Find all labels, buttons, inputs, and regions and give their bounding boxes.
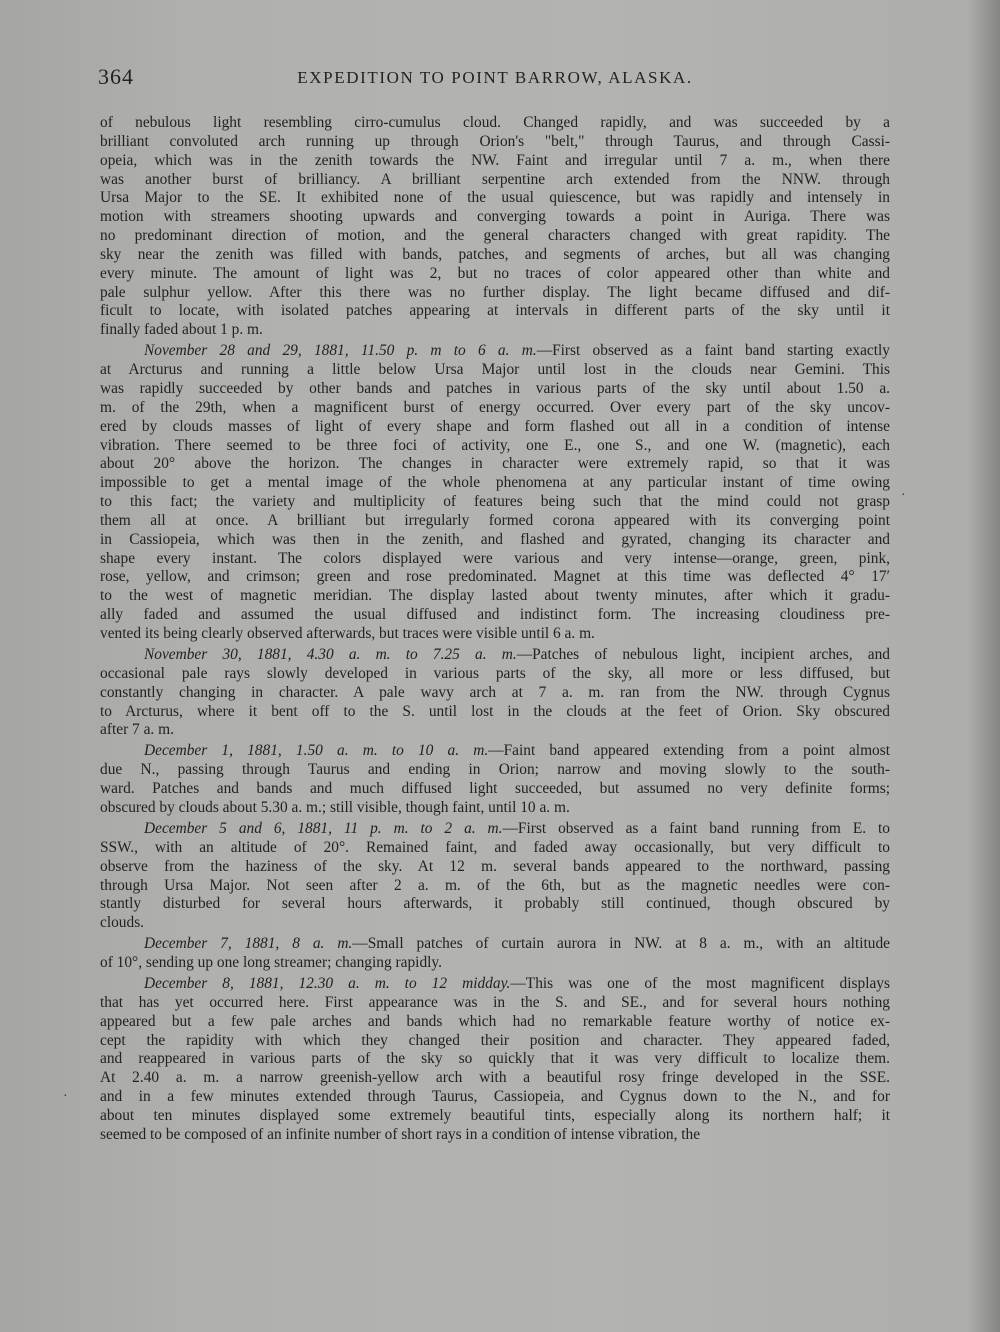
line-text: pale sulphur yellow. After this there was no further display. The light became diffused and dif- — [100, 283, 890, 301]
line-text: and in a few minutes extended through Taurus, Cassiopeia, and Cygnus down to the N., and for — [100, 1088, 890, 1106]
line-text: —First observed as a faint band starting exactly — [536, 342, 890, 360]
text-line — [100, 877, 890, 896]
text-line — [100, 114, 890, 133]
text-line — [100, 858, 890, 877]
line-text: ficult to locate, with isolated patches appearing at intervals in different parts of the sky until it — [100, 302, 890, 320]
text-line — [100, 284, 890, 303]
line-text: seemed to be composed of an infinite number of short rays in a condition of intense vibration, the — [100, 1125, 701, 1143]
text-line — [100, 1069, 890, 1088]
line-text: obscured by clouds about 5.30 a. m.; still visible, though faint, until 10 a. m. — [100, 798, 570, 816]
running-head: EXPEDITION TO POINT BARROW, ALASKA. — [297, 68, 693, 87]
line-text: —This was one of the most magnificent displays — [510, 975, 890, 993]
line-text: Ursa Major to the SE. It exhibited none of the usual quiescence, but was rapidly and intensely in — [100, 189, 890, 207]
text-line — [100, 895, 890, 914]
text-line — [100, 761, 890, 780]
text-line — [100, 474, 890, 493]
line-text: due N., passing through Taurus and ending in Orion; narrow and moving slowly to the south- — [100, 761, 890, 779]
text-line — [100, 265, 890, 284]
text-line — [100, 512, 890, 531]
text-line — [100, 189, 890, 208]
entry-date-heading: December 7, 1881, 8 a. m. — [144, 935, 353, 953]
text-line — [100, 302, 890, 321]
line-text: m. of the 29th, when a magnificent burst of energy occurred. Over every part of the sky uncov- — [100, 398, 890, 416]
line-text: stantly disturbed for several hours afterwards, it probably still continued, though obscured by — [100, 895, 890, 913]
text-line — [100, 721, 890, 740]
text-line — [100, 208, 890, 227]
text-line — [100, 703, 890, 722]
line-text: —Small patches of curtain aurora in NW. at 8 a. m., with an altitude — [352, 935, 890, 953]
entry-date-heading: November 30, 1881, 4.30 a. m. to 7.25 a. m. — [144, 646, 517, 663]
text-line — [100, 646, 890, 665]
entry-date-heading: December 1, 1881, 1.50 a. m. to 10 a. m. — [144, 742, 489, 760]
line-text: ered by clouds masses of light of every shape and form flashed out all in a condition of intense — [100, 417, 890, 435]
line-text: sky near the zenith was filled with bands, patches, and segments of arches, but all was changing — [100, 245, 890, 263]
line-text: impossible to get a mental image of the whole phenomena at any particular instant of time owing — [100, 474, 890, 492]
line-text: to the west of magnetic meridian. The display lasted about twenty minutes, after which it gradu- — [100, 587, 890, 605]
text-line — [100, 1088, 890, 1107]
line-text: finally faded about 1 p. m. — [100, 321, 263, 339]
line-text: At 2.40 a. m. a narrow greenish-yellow arch with a beautiful rosy fringe developed in the SSE. — [100, 1069, 890, 1087]
text-line — [100, 1013, 890, 1032]
paragraph — [100, 114, 890, 340]
line-text: at Arcturus and running a little below Ursa Major until lost in the clouds near Gemini. This — [100, 361, 890, 379]
text-line — [100, 684, 890, 703]
text-line — [100, 1126, 890, 1145]
line-text: vibration. There seemed to be three foci of activity, one E., one S., and one W. (magnetic), each — [100, 436, 890, 454]
text-line — [100, 227, 890, 246]
page-edge-shadow — [968, 0, 1000, 1332]
text-line — [100, 799, 890, 818]
line-text: occasional pale rays slowly developed in various parts of the sky, all more or less diffused, but — [100, 664, 890, 682]
margin-dot-mark: · — [63, 1089, 68, 1104]
text-line — [100, 342, 890, 361]
line-text: to Arcturus, where it bent off to the S. until lost in the clouds at the feet of Orion. Sky obscured — [100, 702, 890, 720]
entry-date-heading: December 5 and 6, 1881, 11 p. m. to 2 a. m. — [144, 819, 503, 837]
text-line — [100, 935, 890, 954]
text-line — [100, 1107, 890, 1126]
text-line — [100, 954, 890, 973]
line-text: them all at once. A brilliant but irregularly formed corona appeared with its converging point — [100, 511, 890, 529]
line-text: every minute. The amount of light was 2, but no traces of color appeared other than white and — [100, 264, 890, 282]
paragraph — [100, 820, 890, 933]
text-line — [100, 321, 890, 340]
page-header — [98, 64, 892, 96]
text-line — [100, 914, 890, 933]
text-line — [100, 133, 890, 152]
text-line — [100, 493, 890, 512]
line-text: —First observed as a faint band running from E. to — [502, 819, 890, 837]
line-text: of 10°, sending up one long streamer; changing rapidly. — [100, 954, 442, 972]
text-line — [100, 437, 890, 456]
text-line — [100, 550, 890, 569]
text-line — [100, 1032, 890, 1051]
text-line — [100, 246, 890, 265]
line-text: ally faded and assumed the usual diffused and indistinct form. The increasing cloudiness pre- — [100, 606, 890, 624]
page-number: 364 — [98, 64, 134, 89]
line-text: opeia, which was in the zenith towards the NW. Faint and irregular until 7 a. m., when there — [100, 151, 890, 169]
text-line — [100, 361, 890, 380]
line-text: to this fact; the variety and multiplicity of features being such that the mind could not grasp — [100, 493, 890, 511]
entry-date-heading: November 28 and 29, 1881, 11.50 p. m to 6 a. m. — [144, 342, 537, 360]
text-line — [100, 418, 890, 437]
line-text: through Ursa Major. Not seen after 2 a. m. of the 6th, but as the magnetic needles were con- — [100, 876, 890, 894]
margin-dot-mark: · — [901, 488, 906, 503]
text-line — [100, 1050, 890, 1069]
line-text: ward. Patches and bands and much diffused light succeeded, but assumed no very definite forms; — [100, 780, 890, 798]
line-text: about 20° above the horizon. The changes in character were extremely rapid, so that it was — [100, 455, 890, 473]
line-text: vented its being clearly observed afterwards, but traces were visible until 6 a. m. — [100, 624, 595, 642]
text-line — [100, 171, 890, 190]
line-text: motion with streamers shooting upwards and converging towards a point in Auriga. There was — [100, 208, 890, 226]
paragraph — [100, 975, 890, 1145]
body-text — [100, 114, 890, 1145]
line-text: —Patches of nebulous light, incipient arches, and — [516, 646, 890, 663]
line-text: no predominant direction of motion, and the general characters changed with great rapidity. The — [100, 227, 890, 245]
line-text: observe from the haziness of the sky. At 12 m. several bands appeared to the northward, passing — [100, 857, 890, 875]
text-line — [100, 455, 890, 474]
line-text: and reappeared in various parts of the sky so quickly that it was very difficult to localize them. — [100, 1050, 890, 1068]
line-text: after 7 a. m. — [100, 721, 174, 739]
text-line — [100, 152, 890, 171]
text-line — [100, 380, 890, 399]
paragraph — [100, 935, 890, 973]
entry-date-heading: December 8, 1881, 12.30 a. m. to 12 midday. — [144, 975, 511, 993]
line-text: SSW., with an altitude of 20°. Remained faint, and faded away occasionally, but very difficult to — [100, 838, 890, 856]
text-line — [100, 994, 890, 1013]
line-text: in Cassiopeia, which was then in the zenith, and flashed and gyrated, changing its character and — [100, 530, 890, 548]
line-text: clouds. — [100, 914, 145, 932]
line-text: that has yet occurred here. First appearance was in the S. and SE., and for several hours nothing — [100, 993, 890, 1011]
text-line — [100, 399, 890, 418]
text-line — [100, 839, 890, 858]
line-text: was rapidly succeeded by other bands and patches in various parts of the sky until about 1.50 a. — [100, 380, 890, 397]
line-text: shape every instant. The colors displayed were various and very intense—orange, green, pink, — [100, 549, 890, 567]
text-line — [100, 742, 890, 761]
text-line — [100, 587, 890, 606]
line-text: cept the rapidity with which they changed their position and character. They appeared faded, — [100, 1031, 890, 1049]
text-line — [100, 975, 890, 994]
text-line — [100, 606, 890, 625]
text-line — [100, 625, 890, 644]
text-line — [100, 568, 890, 587]
line-text: constantly changing in character. A pale wavy arch at 7 a. m. ran from the NW. through Cygnus — [100, 683, 890, 701]
line-text: brilliant convoluted arch running up through Orion's "belt," through Taurus, and through Cassi- — [100, 132, 890, 150]
text-line — [100, 531, 890, 550]
text-line — [100, 780, 890, 799]
paragraph — [100, 646, 890, 740]
line-text: about ten minutes displayed some extremely beautiful tints, especially along its northern half; it — [100, 1107, 890, 1124]
paragraph — [100, 342, 890, 644]
line-text: appeared but a few pale arches and bands which had no remarkable feature worthy of notice ex- — [100, 1012, 890, 1030]
text-line — [100, 820, 890, 839]
paragraph — [100, 742, 890, 817]
line-text: was another burst of brilliancy. A brilliant serpentine arch extended from the NNW. through — [100, 170, 890, 188]
line-text: of nebulous light resembling cirro-cumulus cloud. Changed rapidly, and was succeeded by a — [100, 114, 890, 131]
line-text: —Faint band appeared extending from a point almost — [488, 742, 890, 760]
text-line — [100, 665, 890, 684]
line-text: rose, yellow, and crimson; green and rose predominated. Magnet at this time was deflected 4° 17′ — [100, 568, 890, 586]
